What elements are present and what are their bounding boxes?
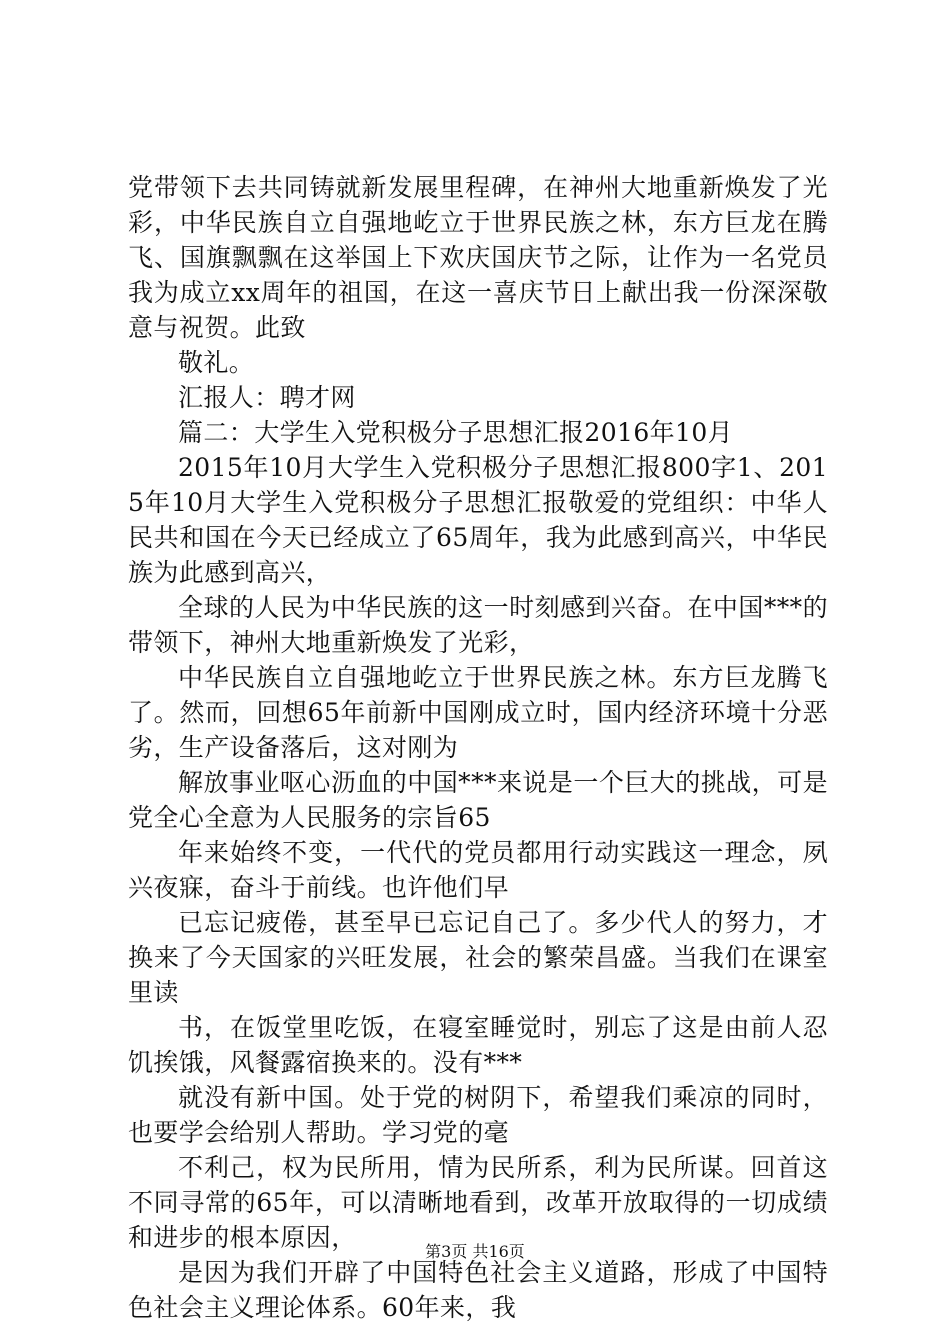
paragraph-10: 已忘记疲倦，甚至早已忘记自己了。多少代人的努力，才换来了今天国家的兴旺发展，社会的繁荣昌盛。当我们在课室里读	[128, 908, 828, 1007]
paragraph-13: 不利己，权为民所用，情为民所系，利为民所谋。回首这不同寻常的65年，可以清晰地看到，改革开放取得的一切成绩和进步的根本原因，	[128, 1153, 828, 1252]
paragraph-11: 书，在饭堂里吃饭，在寝室睡觉时，别忘了这是由前人忍饥挨饿，风餐露宿换来的。没有***	[128, 1013, 828, 1077]
paragraph-4: 篇二：大学生入党积极分子思想汇报2016年10月	[178, 418, 734, 447]
paragraph-6: 全球的人民为中华民族的这一时刻感到兴奋。在中国***的带领下，神州大地重新焕发了光彩，	[128, 593, 828, 657]
paragraph-8: 解放事业呕心沥血的中国***来说是一个巨大的挑战，可是党全心全意为人民服务的宗旨65	[128, 768, 828, 832]
page-number-label: 第3页 共16页	[425, 1242, 525, 1261]
page-footer	[0, 1242, 950, 1262]
document-body	[128, 170, 828, 1325]
paragraph-7: 中华民族自立自强地屹立于世界民族之林。东方巨龙腾飞了。然而，回想65年前新中国刚成立时，国内经济环境十分恶劣，生产设备落后，这对刚为	[128, 663, 828, 762]
paragraph-2: 敬礼。	[178, 348, 255, 377]
paragraph-3: 汇报人：聘才网	[178, 383, 356, 412]
paragraph-9: 年来始终不变，一代代的党员都用行动实践这一理念，夙兴夜寐，奋斗于前线。也许他们早	[128, 838, 828, 902]
paragraph-12: 就没有新中国。处于党的树阴下，希望我们乘凉的同时，也要学会给别人帮助。学习党的毫	[128, 1083, 828, 1147]
paragraph-5: 2015年10月大学生入党积极分子思想汇报800字1、2015年10月大学生入党积极分子思想汇报敬爱的党组织：中华人民共和国在今天已经成立了65周年，我为此感到高兴，中华民族为此感到高兴，	[128, 453, 828, 587]
paragraph-1: 党带领下去共同铸就新发展里程碑，在神州大地重新焕发了光彩，中华民族自立自强地屹立于世界民族之林，东方巨龙在腾飞、国旗飘飘在这举国上下欢庆国庆节之际，让作为一名党员我为成立xx周年的祖国，在这一喜庆节日上献出我一份深深敬意与祝贺。此致	[128, 173, 828, 342]
paragraph-14: 是因为我们开辟了中国特色社会主义道路，形成了中国特色社会主义理论体系。60年来，我	[128, 1258, 828, 1322]
